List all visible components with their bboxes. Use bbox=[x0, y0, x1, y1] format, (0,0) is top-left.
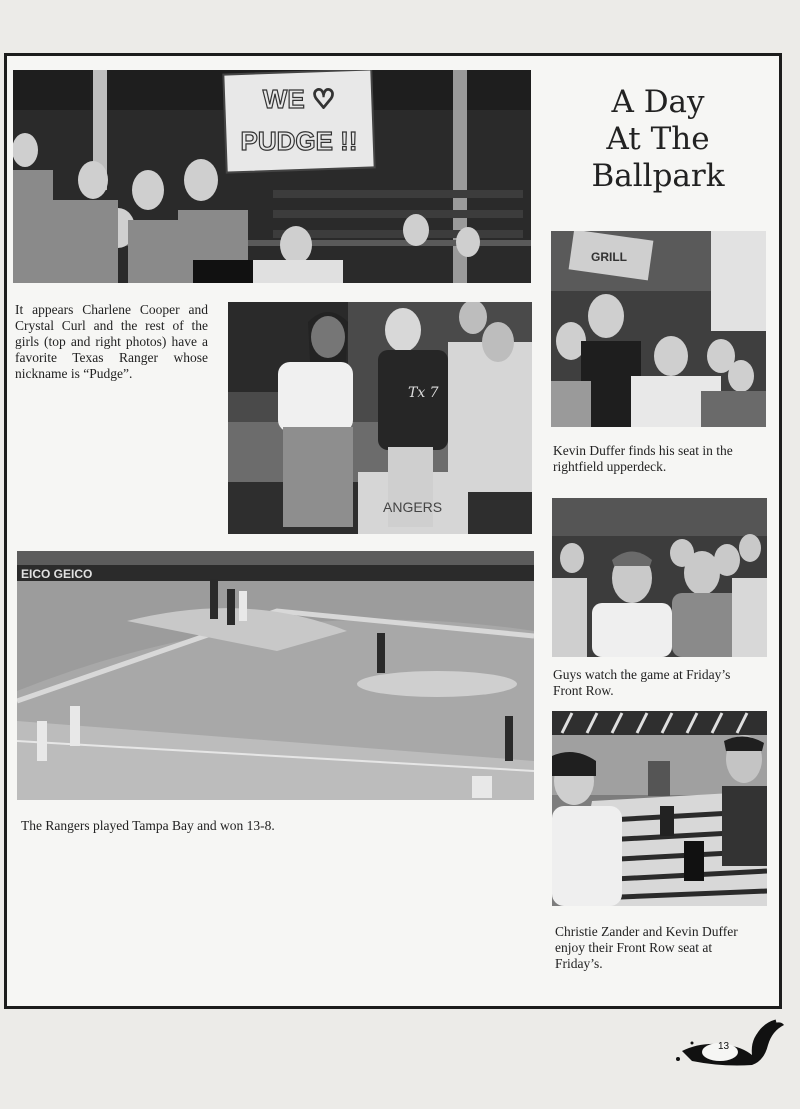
sign-text-line-1: WE ♡ bbox=[262, 84, 336, 114]
sign-text-line-2: PUDGE !! bbox=[240, 126, 358, 156]
page-title bbox=[583, 84, 733, 195]
outfield-banner: EICO GEICO bbox=[21, 567, 93, 581]
photo-two-girls bbox=[228, 302, 532, 534]
caption-kevin-upperdeck: Kevin Duffer finds his seat in the rightfield upperdeck. bbox=[553, 443, 733, 474]
photo-fans-with-sign bbox=[13, 70, 531, 283]
photo-fridays-guys bbox=[552, 498, 767, 657]
title-line-3: Ballpark bbox=[591, 158, 725, 194]
photo-front-row-seat bbox=[552, 711, 767, 906]
page-number-ink-splash bbox=[672, 1015, 790, 1069]
title-line-1: A Day bbox=[611, 84, 705, 120]
page-number: 13 bbox=[718, 1041, 730, 1052]
svg-text:ANGERS: ANGERS bbox=[383, 499, 443, 515]
photo-upperdeck bbox=[551, 231, 766, 427]
upperdeck-sign: GRILL bbox=[591, 250, 627, 264]
caption-guys-fridays: Guys watch the game at Friday’s Front Row. bbox=[553, 667, 731, 698]
title-line-2: At The bbox=[606, 121, 710, 157]
photo-stadium-game bbox=[17, 551, 534, 800]
caption-rangers-game: The Rangers played Tampa Bay and won 13-8. bbox=[21, 818, 275, 833]
caption-christie-kevin: Christie Zander and Kevin Duffer enjoy their Front Row seat at Friday’s. bbox=[555, 924, 738, 971]
caption-girls: It appears Charlene Cooper and Crystal Curl and the rest of the girls (top and right photos) have a favorite Texas Ranger whose nickname is “Pudge”. bbox=[15, 302, 208, 381]
svg-text:Tx 7: Tx 7 bbox=[408, 385, 439, 401]
